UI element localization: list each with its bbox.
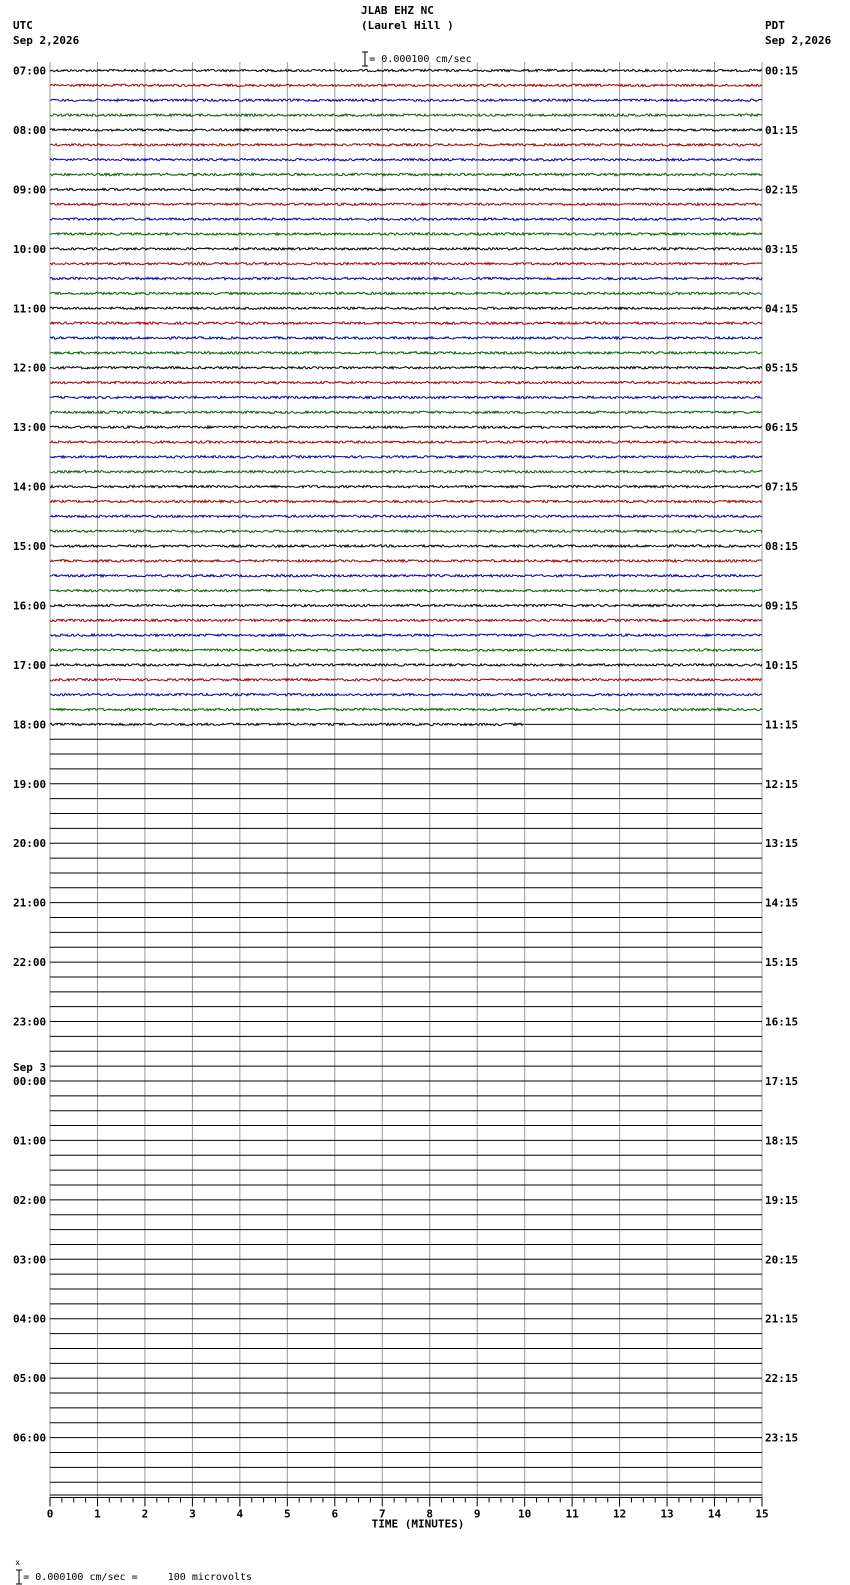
left-hour-label-13: 20:00 xyxy=(13,837,47,851)
trace-row-33 xyxy=(50,560,762,562)
trace-row-37 xyxy=(50,619,762,621)
traces xyxy=(50,69,762,1495)
right-hour-label-0: 00:15 xyxy=(765,64,799,78)
trace-row-2 xyxy=(50,99,762,101)
right-hour-label-3: 03:15 xyxy=(765,242,799,256)
x-tick-label-8: 8 xyxy=(426,1507,434,1521)
left-hour-label-4: 11:00 xyxy=(13,302,47,316)
trace-row-5 xyxy=(50,144,762,146)
trace-row-38 xyxy=(50,634,762,636)
x-tick-label-11: 11 xyxy=(565,1507,579,1521)
left-timezone: UTC xyxy=(13,19,33,32)
trace-row-40 xyxy=(50,664,762,666)
trace-row-35 xyxy=(50,589,762,591)
left-hour-label-6: 13:00 xyxy=(13,421,47,435)
x-tick-label-12: 12 xyxy=(612,1507,627,1521)
left-hour-label-14: 21:00 xyxy=(13,896,47,910)
x-tick-label-4: 4 xyxy=(236,1507,244,1521)
left-hour-label-7: 14:00 xyxy=(13,480,47,494)
trace-row-12 xyxy=(50,248,762,250)
trace-row-13 xyxy=(50,263,762,265)
trace-row-16 xyxy=(50,307,762,309)
right-hour-label-10: 10:15 xyxy=(765,658,799,672)
left-hour-label-15: 22:00 xyxy=(13,956,47,970)
trace-row-23 xyxy=(50,411,762,413)
left-hour-label-5: 12:00 xyxy=(13,361,47,375)
trace-row-0 xyxy=(50,69,762,71)
left-hour-label-12: 19:00 xyxy=(13,777,47,791)
left-hour-label-19: 02:00 xyxy=(13,1193,47,1207)
left-hour-label-1: 08:00 xyxy=(13,123,47,137)
left-hour-label-9: 16:00 xyxy=(13,599,47,613)
x-tick-label-9: 9 xyxy=(473,1507,481,1521)
left-hour-label-3: 10:00 xyxy=(13,242,47,256)
trace-row-24 xyxy=(50,426,762,428)
trace-row-39 xyxy=(50,649,762,651)
x-tick-label-2: 2 xyxy=(141,1507,149,1521)
station-title: JLAB EHZ NC xyxy=(361,4,434,17)
trace-row-41 xyxy=(50,679,762,681)
right-date: Sep 2,2026 xyxy=(765,34,832,47)
trace-row-32 xyxy=(50,545,762,547)
trace-row-18 xyxy=(50,337,762,339)
right-hour-label-7: 07:15 xyxy=(765,480,799,494)
trace-row-11 xyxy=(50,233,762,235)
trace-row-27 xyxy=(50,471,762,473)
left-hour-label-23: 06:00 xyxy=(13,1431,47,1445)
left-date: Sep 2,2026 xyxy=(13,34,80,47)
trace-row-1 xyxy=(50,84,762,86)
trace-row-21 xyxy=(50,381,762,383)
right-timezone: PDT xyxy=(765,19,785,32)
trace-row-6 xyxy=(50,159,762,161)
trace-row-3 xyxy=(50,114,762,116)
x-tick-label-15: 15 xyxy=(755,1507,769,1521)
left-hour-label-11: 18:00 xyxy=(13,718,47,732)
right-hour-label-17: 17:15 xyxy=(765,1074,799,1088)
x-axis-label: TIME (MINUTES) xyxy=(371,1517,465,1531)
right-hour-label-19: 19:15 xyxy=(765,1193,799,1207)
left-hour-label-10: 17:00 xyxy=(13,658,47,672)
trace-row-22 xyxy=(50,396,762,398)
trace-row-7 xyxy=(50,173,762,175)
trace-row-26 xyxy=(50,456,762,458)
footer-scale xyxy=(2,1542,252,1585)
right-hour-label-1: 01:15 xyxy=(765,123,799,137)
right-hour-label-15: 15:15 xyxy=(765,956,799,970)
right-hour-label-18: 18:15 xyxy=(765,1134,799,1148)
left-hour-label-18: 01:00 xyxy=(13,1134,47,1148)
trace-row-30 xyxy=(50,515,762,517)
right-hour-label-11: 11:15 xyxy=(765,718,799,732)
trace-row-8 xyxy=(50,188,762,190)
trace-row-20 xyxy=(50,367,762,369)
x-tick-label-5: 5 xyxy=(284,1507,291,1521)
right-hour-label-22: 22:15 xyxy=(765,1372,799,1386)
trace-row-10 xyxy=(50,218,762,220)
x-axis xyxy=(47,1498,769,1531)
right-hour-label-2: 02:15 xyxy=(765,183,799,197)
trace-row-19 xyxy=(50,352,762,354)
left-hour-label-17: 00:00 xyxy=(13,1074,47,1088)
x-tick-label-6: 6 xyxy=(331,1507,339,1521)
right-hour-label-16: 16:15 xyxy=(765,1015,799,1029)
trace-row-25 xyxy=(50,441,762,443)
x-tick-label-13: 13 xyxy=(660,1507,674,1521)
x-tick-label-3: 3 xyxy=(189,1507,196,1521)
grid xyxy=(50,62,762,1498)
left-hour-label-8: 15:00 xyxy=(13,540,47,554)
right-hour-label-6: 06:15 xyxy=(765,421,799,435)
x-tick-label-1: 1 xyxy=(94,1507,101,1521)
trace-row-34 xyxy=(50,575,762,577)
footer-marker: x xyxy=(15,1558,21,1567)
x-tick-label-14: 14 xyxy=(707,1507,722,1521)
trace-row-17 xyxy=(50,322,762,324)
trace-row-28 xyxy=(50,485,762,487)
left-hour-label-20: 03:00 xyxy=(13,1253,47,1267)
right-hour-label-4: 04:15 xyxy=(765,302,799,316)
left-hour-label-21: 04:00 xyxy=(13,1312,47,1326)
trace-row-36 xyxy=(50,604,762,606)
right-hour-label-13: 13:15 xyxy=(765,837,799,851)
right-hour-label-20: 20:15 xyxy=(765,1253,799,1267)
trace-row-9 xyxy=(50,203,762,205)
trace-row-29 xyxy=(50,500,762,502)
trace-row-43 xyxy=(50,708,762,710)
x-tick-label-7: 7 xyxy=(378,1507,386,1521)
station-location: (Laurel Hill ) xyxy=(361,19,454,32)
left-hour-label-0: 07:00 xyxy=(13,64,47,78)
trace-row-15 xyxy=(50,292,762,294)
trace-row-4 xyxy=(50,129,762,131)
right-hour-label-5: 05:15 xyxy=(765,361,799,375)
footer-scale-text: = 0.000100 cm/sec = 100 microvolts xyxy=(23,1572,253,1583)
left-hour-label-2: 09:00 xyxy=(13,183,47,197)
trace-row-42 xyxy=(50,693,762,695)
right-hour-label-23: 23:15 xyxy=(765,1431,799,1445)
trace-row-14 xyxy=(50,277,762,279)
right-hour-label-9: 09:15 xyxy=(765,599,799,613)
left-hour-label-22: 05:00 xyxy=(13,1372,47,1386)
right-hour-label-21: 21:15 xyxy=(765,1312,799,1326)
date-change-label: Sep 3 xyxy=(13,1060,47,1074)
left-hour-label-16: 23:00 xyxy=(13,1015,47,1029)
right-hour-label-14: 14:15 xyxy=(765,896,799,910)
x-tick-label-10: 10 xyxy=(518,1507,532,1521)
right-hour-label-12: 12:15 xyxy=(765,777,799,791)
x-tick-label-0: 0 xyxy=(46,1507,54,1521)
trace-row-31 xyxy=(50,530,762,532)
scale-legend-text: = 0.000100 cm/sec xyxy=(369,54,472,65)
right-hour-label-8: 08:15 xyxy=(765,540,799,554)
